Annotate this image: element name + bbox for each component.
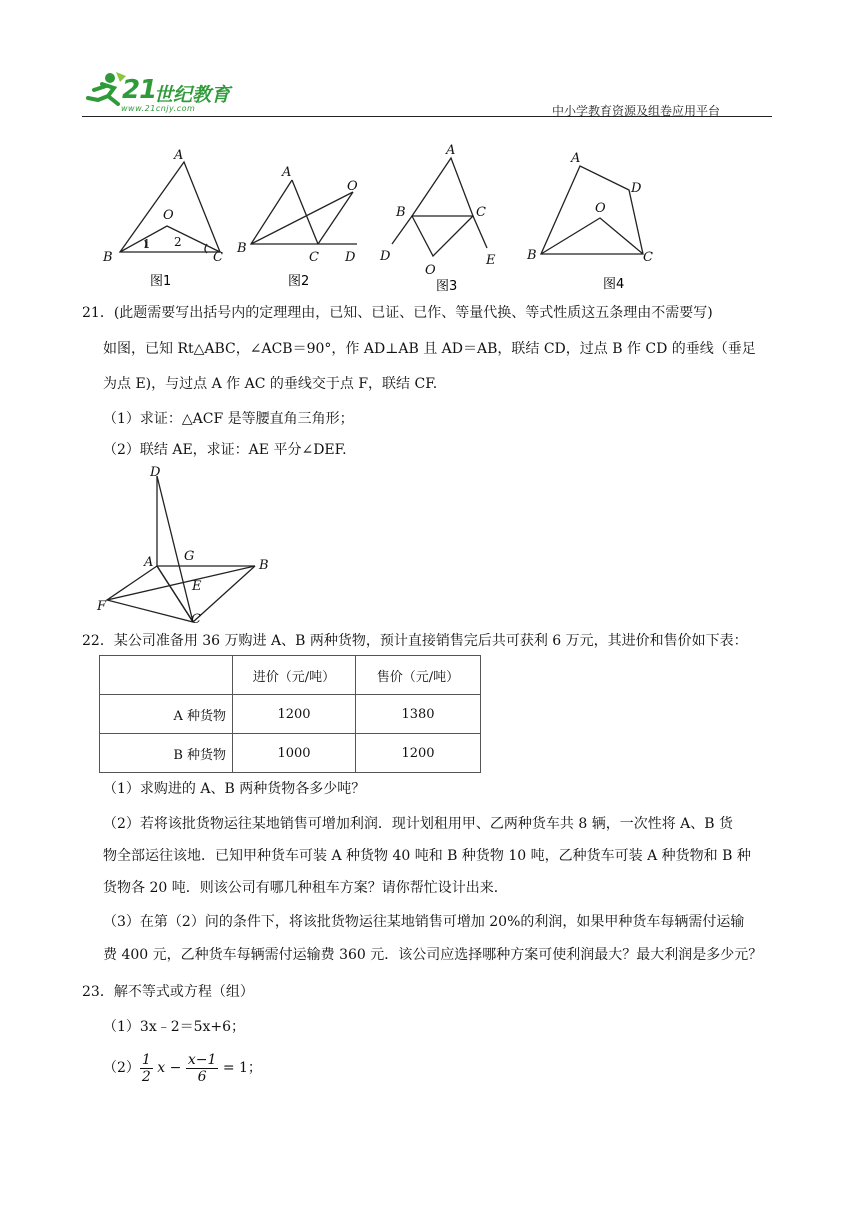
table-header-cell: 进价（元/吨） — [233, 656, 356, 695]
table-header-row — [100, 656, 481, 695]
table-header-cell: 售价（元/吨） — [356, 656, 481, 695]
fig4-caption: 图4 — [603, 277, 625, 292]
fraction-numerator: 1 — [141, 1051, 151, 1068]
fig2-label-O: O — [347, 179, 358, 194]
q21-part2: （2）联结 AE，求证：AE 平分∠DEF. — [103, 442, 347, 458]
fig4-label-A: A — [571, 151, 581, 166]
fig1-label-C: C — [213, 250, 223, 265]
fig2-label-C: C — [309, 250, 319, 265]
q23-part2-mid: x − — [157, 1060, 182, 1076]
q22-part2-line3: 货物各 20 吨．则该公司有哪几种租车方案？请你帮忙设计出来． — [103, 880, 508, 896]
table-header-cell — [100, 656, 233, 695]
q22-part3-line2: 费 400 元，乙种货车每辆需付运输费 360 元．该公司应选择哪种方案可使利润最大？最大利润是多少元？ — [103, 947, 763, 963]
fig1-angle-1: 1 — [143, 237, 151, 251]
fig1-caption: 图1 — [150, 274, 172, 289]
fig3-label-B: B — [396, 205, 406, 220]
table-cell: 1380 — [356, 695, 481, 734]
q21-line2: 如图，已知 Rt△ABC，∠ACB＝90°，作 AD⊥AB 且 AD＝AB，联结 CD，过点 B 作 CD 的垂线（垂足 — [103, 341, 756, 357]
fig3-label-A: A — [446, 143, 456, 158]
fraction-denominator: 6 — [197, 1068, 207, 1085]
q23-part2 — [103, 1050, 262, 1086]
q21-label-E: E — [192, 579, 202, 594]
fig3-label-E: E — [486, 253, 496, 268]
logo-text: 世纪教育 — [154, 84, 231, 106]
q21-line3: 为点 E)，与过点 A 作 AC 的垂线交于点 F，联结 CF. — [103, 376, 438, 392]
fig4-label-O: O — [595, 201, 606, 216]
figure-2 — [251, 180, 357, 244]
fig3-label-O: O — [425, 263, 436, 278]
table-cell: A 种货物 — [100, 695, 233, 734]
fig1-angle-2: 2 — [174, 235, 182, 249]
price-table — [99, 655, 481, 773]
q21-label-A: A — [144, 555, 154, 570]
fig2-label-D: D — [345, 250, 356, 265]
fig1-label-B: B — [103, 250, 113, 265]
figure-4 — [541, 166, 643, 254]
fig3-label-D: D — [380, 249, 391, 264]
header-divider — [82, 116, 772, 117]
q23-intro: 23．解不等式或方程（组） — [82, 984, 254, 1000]
fraction-half — [140, 1052, 153, 1085]
q21-label-C: C — [191, 612, 201, 627]
fraction-denominator: 2 — [141, 1068, 151, 1085]
logo-url: www.21cnjy.com — [121, 104, 196, 113]
table-cell: 1200 — [356, 734, 481, 773]
q21-label-F: F — [97, 599, 107, 614]
fig1-label-A: A — [174, 148, 184, 163]
q21-label-D: D — [150, 465, 161, 480]
platform-title: 中小学教育资源及组卷应用平台 — [552, 104, 721, 118]
top-figures — [95, 140, 775, 300]
fig2-label-A: A — [282, 165, 292, 180]
fig4-label-C: C — [643, 250, 653, 265]
fig4-label-D: D — [631, 181, 642, 196]
table-cell: 1000 — [233, 734, 356, 773]
logo-number: 21 — [122, 75, 157, 105]
q23-part2-suffix: = 1； — [218, 1060, 262, 1076]
q22-intro: 22．某公司准备用 36 万购进 A、B 两种货物，预计直接销售完后共可获利 6 万元，其进价和售价如下表： — [82, 633, 748, 649]
table-cell: B 种货物 — [100, 734, 233, 773]
table-row — [100, 695, 481, 734]
q22-part2-line1: （2）若将该批货物运往某地销售可增加利润．现计划租用甲、乙两种货车共 8 辆，一次性将 A、B 货 — [103, 816, 734, 832]
table-row — [100, 734, 481, 773]
fig3-caption: 图3 — [436, 279, 458, 294]
q22-part3-line1: （3）在第（2）问的条件下，将该批货物运往某地销售可增加 20%的利润，如果甲种货车每辆需付运输 — [103, 914, 745, 930]
q21-line1: 21．(此题需要写出括号内的定理理由，已知、已证、已作、等量代换、等式性质这五条理由不需要写) — [82, 305, 713, 321]
q23-part1: （1）3x﹣2＝5x+6； — [103, 1019, 246, 1035]
q21-label-B: B — [259, 558, 269, 573]
fig2-label-B: B — [237, 241, 247, 256]
fig3-label-C: C — [476, 205, 486, 220]
q22-part1: （1）求购进的 A、B 两种货物各多少吨？ — [103, 781, 366, 797]
table-cell: 1200 — [233, 695, 356, 734]
fig2-caption: 图2 — [288, 274, 310, 289]
q23-part2-prefix: （2） — [103, 1060, 140, 1076]
fraction-x-minus-1-over-6 — [186, 1052, 219, 1085]
fig1-label-O: O — [163, 208, 174, 223]
figure-3 — [392, 158, 487, 256]
q21-figure — [95, 462, 285, 627]
q22-part2-line2: 物全部运往该地．已知甲种货车可装 A 种货物 40 吨和 B 种货物 10 吨，乙种货车可装 A 种货物和 B 种 — [103, 848, 751, 864]
fraction-numerator: x−1 — [187, 1051, 217, 1068]
q21-part1: （1）求证：△ACF 是等腰直角三角形； — [103, 411, 354, 427]
fig4-label-B: B — [527, 248, 537, 263]
q21-label-G: G — [184, 549, 195, 564]
